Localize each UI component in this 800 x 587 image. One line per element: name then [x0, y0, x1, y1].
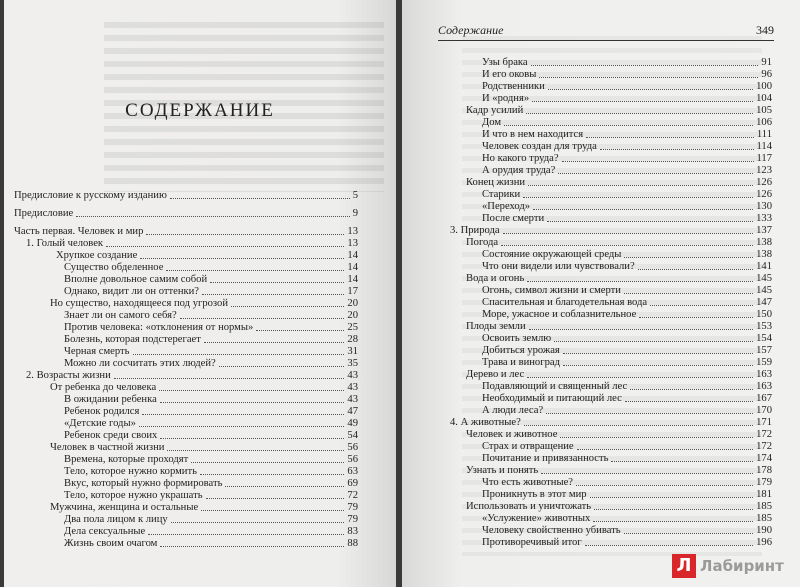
toc-entry-title: Хрупкое создание — [56, 250, 138, 261]
dot-leader — [206, 498, 345, 499]
toc-entry-title: Старики — [482, 189, 521, 200]
toc-entry-title: В ожидании ребенка — [64, 394, 157, 405]
toc-entry-title: Родственники — [482, 81, 545, 92]
toc-entry-page: 43 — [347, 370, 358, 381]
dot-leader — [146, 234, 344, 235]
toc-entry-title: Времена, которые проходят — [64, 454, 189, 465]
toc-entry-title: Погода — [466, 237, 499, 248]
dot-leader — [171, 522, 345, 523]
dot-leader — [148, 534, 344, 535]
toc-entry-title: Тело, которое нужно кормить — [64, 466, 197, 477]
running-header-title: Содержание — [438, 23, 504, 37]
toc-entry — [26, 238, 358, 250]
toc-entry-title: 4. А животные? — [450, 417, 521, 428]
dot-leader — [76, 216, 349, 217]
dot-leader — [504, 125, 753, 126]
toc-entry-title: И его оковы — [482, 69, 537, 80]
toc-entry-page: 88 — [347, 538, 358, 549]
toc-entry — [466, 237, 772, 249]
toc-entry-title: Узнать и понять — [466, 465, 539, 476]
dot-leader — [650, 305, 753, 306]
toc-entry-title: Но существо, находящееся под угрозой — [50, 298, 229, 309]
toc-entry — [64, 430, 358, 442]
toc-entry — [64, 526, 358, 538]
dot-leader — [210, 282, 344, 283]
toc-entry-title: Два пола лицом к лицу — [64, 514, 168, 525]
toc-entry-page: 138 — [756, 249, 772, 260]
dot-leader — [624, 533, 754, 534]
toc-entry-title: Вкус, который нужно формировать — [64, 478, 223, 489]
toc-entry-title: Однако, видит ли он оттенки? — [64, 286, 200, 297]
toc-entry — [50, 442, 358, 454]
toc-entry-title: Часть первая. Человек и мир — [14, 226, 144, 237]
toc-entry-page: 63 — [347, 466, 358, 477]
toc-entry-page: 14 — [347, 274, 358, 285]
toc-entry-title: 2. Возрасты жизни — [26, 370, 111, 381]
toc-entry-title: Человек и животное — [466, 429, 558, 440]
toc-entry-page: 185 — [756, 501, 772, 512]
toc-entry-page: 17 — [347, 286, 358, 297]
toc-entry-page: 43 — [347, 394, 358, 405]
dot-leader — [106, 246, 344, 247]
toc-entry — [482, 477, 772, 489]
toc-entry — [64, 454, 358, 466]
toc-entry — [50, 502, 358, 514]
dot-leader — [140, 258, 344, 259]
page-number: 349 — [756, 23, 774, 37]
toc-entry — [64, 406, 358, 418]
toc-entry — [482, 201, 772, 213]
toc-entry — [450, 417, 772, 429]
toc-entry-page: 137 — [756, 225, 772, 236]
toc-entry — [482, 81, 772, 93]
toc-entry-page: 181 — [756, 489, 772, 500]
toc-entry-title: Можно ли сосчитать этих людей? — [64, 358, 216, 369]
toc-entry-title: Плоды земли — [466, 321, 526, 332]
toc-entry-title: Дом — [482, 117, 502, 128]
dot-leader — [524, 425, 753, 426]
toc-entry — [482, 333, 772, 345]
toc-entry-page: 31 — [347, 346, 358, 357]
toc-entry — [64, 358, 358, 370]
watermark-brand: Лабиринт — [700, 557, 784, 575]
toc-entry-page: 167 — [756, 393, 772, 404]
toc-entry — [64, 334, 358, 346]
right-page — [402, 0, 800, 587]
toc-entry-page: 13 — [347, 226, 358, 237]
toc-entry-page: 178 — [756, 465, 772, 476]
toc-entry-title: Огонь, символ жизни и смерти — [482, 285, 621, 296]
toc-entry-title: Что есть животные? — [482, 477, 573, 488]
toc-entry-page: 163 — [756, 381, 772, 392]
toc-entry — [26, 370, 358, 382]
toc-entry-page: 28 — [347, 334, 358, 345]
toc-entry-page: 104 — [756, 93, 772, 104]
toc-entry — [482, 489, 772, 501]
dot-leader — [531, 65, 759, 66]
toc-entry — [64, 418, 358, 430]
toc-entry-page: 150 — [756, 309, 772, 320]
dot-leader — [166, 270, 344, 271]
toc-entry — [466, 321, 772, 333]
dot-leader — [526, 113, 753, 114]
toc-entry-title: Болезнь, которая подстерегает — [64, 334, 201, 345]
toc-entry — [64, 286, 358, 298]
left-page — [4, 0, 396, 587]
dot-leader — [160, 402, 345, 403]
dot-leader — [563, 365, 753, 366]
toc-entry-page: 79 — [347, 514, 358, 525]
toc-entry-title: 3. Природа — [450, 225, 500, 236]
dot-leader — [624, 257, 753, 258]
toc-entry — [482, 381, 772, 393]
dot-leader — [231, 306, 344, 307]
toc-entry — [466, 429, 772, 441]
labirint-watermark — [672, 551, 792, 581]
toc-entry — [482, 69, 772, 81]
dot-leader — [167, 450, 344, 451]
toc-entry-title: Но какого труда? — [482, 153, 559, 164]
dot-leader — [503, 233, 754, 234]
toc-entry-title: Жизнь своим очагом — [64, 538, 158, 549]
dot-leader — [576, 485, 753, 486]
toc-entry — [482, 129, 772, 141]
toc-entry — [64, 466, 358, 478]
toc-entry-page: 145 — [756, 285, 772, 296]
toc-entry-title: Море, ужасное и соблазнительное — [482, 309, 637, 320]
toc-entry-title: Почитание и привязанность — [482, 453, 609, 464]
toc-entry-title: Страх и отвращение — [482, 441, 574, 452]
toc-entry-page: 163 — [756, 369, 772, 380]
toc-entry-page: 43 — [347, 382, 358, 393]
toc-entry-page: 20 — [347, 310, 358, 321]
dot-leader — [625, 401, 753, 402]
toc-entry-title: Тело, которое нужно украшать — [64, 490, 203, 501]
toc-entry-title: Против человека: «отклонения от нормы» — [64, 322, 254, 333]
toc-entry-page: 185 — [756, 513, 772, 524]
toc-entry — [466, 369, 772, 381]
toc-entry-title: Ребенок среди своих — [64, 430, 158, 441]
toc-entry-title: Вполне довольное самим собой — [64, 274, 208, 285]
toc-entry-title: После смерти — [482, 213, 545, 224]
dot-leader — [562, 161, 754, 162]
toc-entry-title: Ребенок родился — [64, 406, 140, 417]
toc-entry-page: 141 — [756, 261, 772, 272]
toc-entry-title: Дела сексуальные — [64, 526, 146, 537]
watermark-logo-glyph: Л — [676, 555, 692, 576]
toc-entry — [482, 57, 772, 69]
toc-entry-title: Знает ли он самого себя? — [64, 310, 177, 321]
dot-leader — [624, 293, 753, 294]
toc-entry — [482, 309, 772, 321]
toc-entry-page: 172 — [756, 429, 772, 440]
toc-entry — [482, 297, 772, 309]
toc-entry-page: 157 — [756, 345, 772, 356]
toc-entry-page: 83 — [347, 526, 358, 537]
toc-entry — [64, 490, 358, 502]
dot-leader — [611, 461, 753, 462]
toc-entry-page: 54 — [347, 430, 358, 441]
contents-title: СОДЕРЖАНИЕ — [125, 100, 275, 121]
dot-leader — [200, 474, 344, 475]
toc-entry-title: Кадр усилий — [466, 105, 524, 116]
toc-entry-page: 35 — [347, 358, 358, 369]
toc-entry — [50, 298, 358, 310]
toc-entry-title: Проникнуть в этот мир — [482, 489, 587, 500]
dot-leader — [586, 137, 754, 138]
toc-entry-page: 20 — [347, 298, 358, 309]
toc-entry-page: 126 — [756, 189, 772, 200]
toc-entry-title: Вода и огонь — [466, 273, 525, 284]
toc-entry-page: 13 — [347, 238, 358, 249]
dot-leader — [593, 521, 753, 522]
toc-entry-page: 114 — [756, 141, 772, 152]
toc-entry — [482, 345, 772, 357]
dot-leader — [563, 353, 753, 354]
toc-entry — [466, 465, 772, 477]
toc-entry-title: «Детские годы» — [64, 418, 136, 429]
dot-leader — [630, 389, 753, 390]
toc-entry-page: 14 — [347, 262, 358, 273]
dot-leader — [533, 209, 753, 210]
dot-leader — [501, 245, 753, 246]
toc-entry-title: А орудия труда? — [482, 165, 556, 176]
dot-leader — [558, 173, 753, 174]
toc-entry — [14, 208, 358, 220]
toc-entry-page: 91 — [761, 57, 772, 68]
toc-entry-page: 153 — [756, 321, 772, 332]
toc-entry — [466, 105, 772, 117]
dot-leader — [548, 89, 753, 90]
dot-leader — [142, 414, 344, 415]
dot-leader — [590, 497, 754, 498]
toc-entry — [482, 153, 772, 165]
toc-entry-title: Освоить землю — [482, 333, 552, 344]
toc-entry — [466, 177, 772, 189]
toc-entry — [482, 357, 772, 369]
toc-entry — [64, 478, 358, 490]
dot-leader — [529, 329, 753, 330]
toc-entry-page: 154 — [756, 333, 772, 344]
toc-entry-title: Мужчина, женщина и остальные — [50, 502, 199, 513]
toc-entry — [14, 226, 358, 238]
toc-entry — [50, 382, 358, 394]
toc-entry-page: 14 — [347, 250, 358, 261]
toc-entry-page: 72 — [347, 490, 358, 501]
toc-entry-page: 100 — [756, 81, 772, 92]
toc-entry-title: «Услужение» животных — [482, 513, 591, 524]
toc-entry — [482, 261, 772, 273]
toc-entry — [56, 250, 358, 262]
toc-entry-page: 47 — [347, 406, 358, 417]
dot-leader — [202, 294, 344, 295]
toc-entry — [482, 393, 772, 405]
toc-entry — [482, 189, 772, 201]
toc-entry — [482, 213, 772, 225]
dot-leader — [204, 342, 345, 343]
toc-entry-page: 123 — [756, 165, 772, 176]
dot-leader — [170, 198, 350, 199]
toc-entry — [482, 285, 772, 297]
toc-entry — [482, 441, 772, 453]
dot-leader — [160, 546, 344, 547]
toc-entry — [64, 322, 358, 334]
dot-leader — [191, 462, 344, 463]
toc-entry — [64, 394, 358, 406]
toc-entry-title: Конец жизни — [466, 177, 526, 188]
toc-entry-page: 56 — [347, 442, 358, 453]
toc-entry-page: 138 — [756, 237, 772, 248]
toc-entry-title: Добиться урожая — [482, 345, 560, 356]
toc-entry — [64, 310, 358, 322]
toc-entry-page: 96 — [761, 69, 772, 80]
toc-entry-title: «Переход» — [482, 201, 531, 212]
toc-entry — [482, 453, 772, 465]
dot-leader — [225, 486, 344, 487]
dot-leader — [638, 269, 753, 270]
dot-leader — [594, 509, 753, 510]
toc-entry-page: 111 — [756, 129, 772, 140]
toc-entry — [14, 190, 358, 202]
dot-leader — [541, 473, 753, 474]
toc-entry-page: 147 — [756, 297, 772, 308]
toc-entry-title: Дерево и лес — [466, 369, 525, 380]
dot-leader — [560, 437, 753, 438]
toc-entry-title: Существо обделенное — [64, 262, 164, 273]
dot-leader — [159, 390, 344, 391]
dot-leader — [528, 185, 753, 186]
toc-entry — [482, 93, 772, 105]
dot-leader — [639, 317, 753, 318]
toc-entry-page: 172 — [756, 441, 772, 452]
toc-entry-title: Предисловие к русскому изданию — [14, 190, 167, 201]
dot-leader — [577, 449, 753, 450]
dot-leader — [114, 378, 345, 379]
dot-leader — [139, 426, 345, 427]
toc-entry — [466, 501, 772, 513]
dot-leader — [527, 281, 753, 282]
toc-entry — [482, 537, 772, 549]
running-header — [438, 22, 774, 41]
toc-entry-page: 170 — [756, 405, 772, 416]
toc-entry-page: 196 — [756, 537, 772, 548]
toc-entry — [482, 141, 772, 153]
toc-entry-title: Что они видели или чувствовали? — [482, 261, 635, 272]
toc-entry-title: Необходимый и питающий лес — [482, 393, 622, 404]
toc-entry-page: 69 — [347, 478, 358, 489]
toc-entry — [482, 405, 772, 417]
toc-entry-title: От ребенка до человека — [50, 382, 157, 393]
dot-leader — [523, 197, 753, 198]
toc-entry-page: 79 — [347, 502, 358, 513]
toc-entry — [450, 225, 772, 237]
dot-leader — [201, 510, 344, 511]
dot-leader — [256, 330, 344, 331]
dot-leader — [585, 545, 754, 546]
dot-leader — [527, 377, 753, 378]
toc-entry-title: Человек создан для труда — [482, 141, 597, 152]
toc-entry-page: 133 — [756, 213, 772, 224]
toc-entry-page: 126 — [756, 177, 772, 188]
toc-entry — [482, 513, 772, 525]
dot-leader — [554, 341, 753, 342]
toc-entry — [64, 262, 358, 274]
toc-entry-page: 5 — [352, 190, 358, 201]
toc-entry-title: Человеку свойственно убивать — [482, 525, 621, 536]
toc-entry-title: И что в нем находится — [482, 129, 584, 140]
toc-entry-page: 49 — [347, 418, 358, 429]
toc-entry-page: 190 — [756, 525, 772, 536]
toc-entry-title: Предисловие — [14, 208, 74, 219]
toc-entry-title: 1. Голый человек — [26, 238, 104, 249]
dot-leader — [600, 149, 754, 150]
toc-entry — [482, 249, 772, 261]
toc-entry — [64, 538, 358, 550]
toc-entry-page: 25 — [347, 322, 358, 333]
toc-entry-page: 106 — [756, 117, 772, 128]
toc-entry-page: 174 — [756, 453, 772, 464]
dot-leader — [180, 318, 345, 319]
dot-leader — [219, 366, 345, 367]
dot-leader — [133, 354, 345, 355]
toc-entry-page: 56 — [347, 454, 358, 465]
toc-entry-page: 9 — [352, 208, 358, 219]
dot-leader — [539, 77, 758, 78]
toc-entry — [482, 525, 772, 537]
toc-entry-page: 159 — [756, 357, 772, 368]
dot-leader — [547, 221, 753, 222]
dot-leader — [532, 101, 753, 102]
toc-entry — [482, 165, 772, 177]
toc-entry — [64, 346, 358, 358]
toc-entry-title: Спасительная и благодетельная вода — [482, 297, 648, 308]
toc-entry-title: И «родня» — [482, 93, 530, 104]
toc-entry-title: Узы брака — [482, 57, 528, 68]
dot-leader — [160, 438, 344, 439]
toc-entry — [466, 273, 772, 285]
toc-entry-page: 179 — [756, 477, 772, 488]
toc-entry-title: Состояние окружающей среды — [482, 249, 622, 260]
toc-entry — [64, 514, 358, 526]
toc-entry-title: Черная смерть — [64, 346, 130, 357]
toc-entry — [482, 117, 772, 129]
toc-entry-title: Использовать и уничтожать — [466, 501, 592, 512]
toc-entry — [64, 274, 358, 286]
toc-entry-title: Противоречивый итог — [482, 537, 582, 548]
toc-entry-page: 117 — [756, 153, 772, 164]
toc-entry-page: 145 — [756, 273, 772, 284]
toc-entry-page: 130 — [756, 201, 772, 212]
toc-entry-title: Человек в частной жизни — [50, 442, 165, 453]
toc-entry-page: 105 — [756, 105, 772, 116]
toc-entry-page: 171 — [756, 417, 772, 428]
toc-entry-title: Трава и виноград — [482, 357, 560, 368]
toc-entry-title: Подавляющий и священный лес — [482, 381, 628, 392]
dot-leader — [546, 413, 753, 414]
toc-entry-title: А люди леса? — [482, 405, 544, 416]
